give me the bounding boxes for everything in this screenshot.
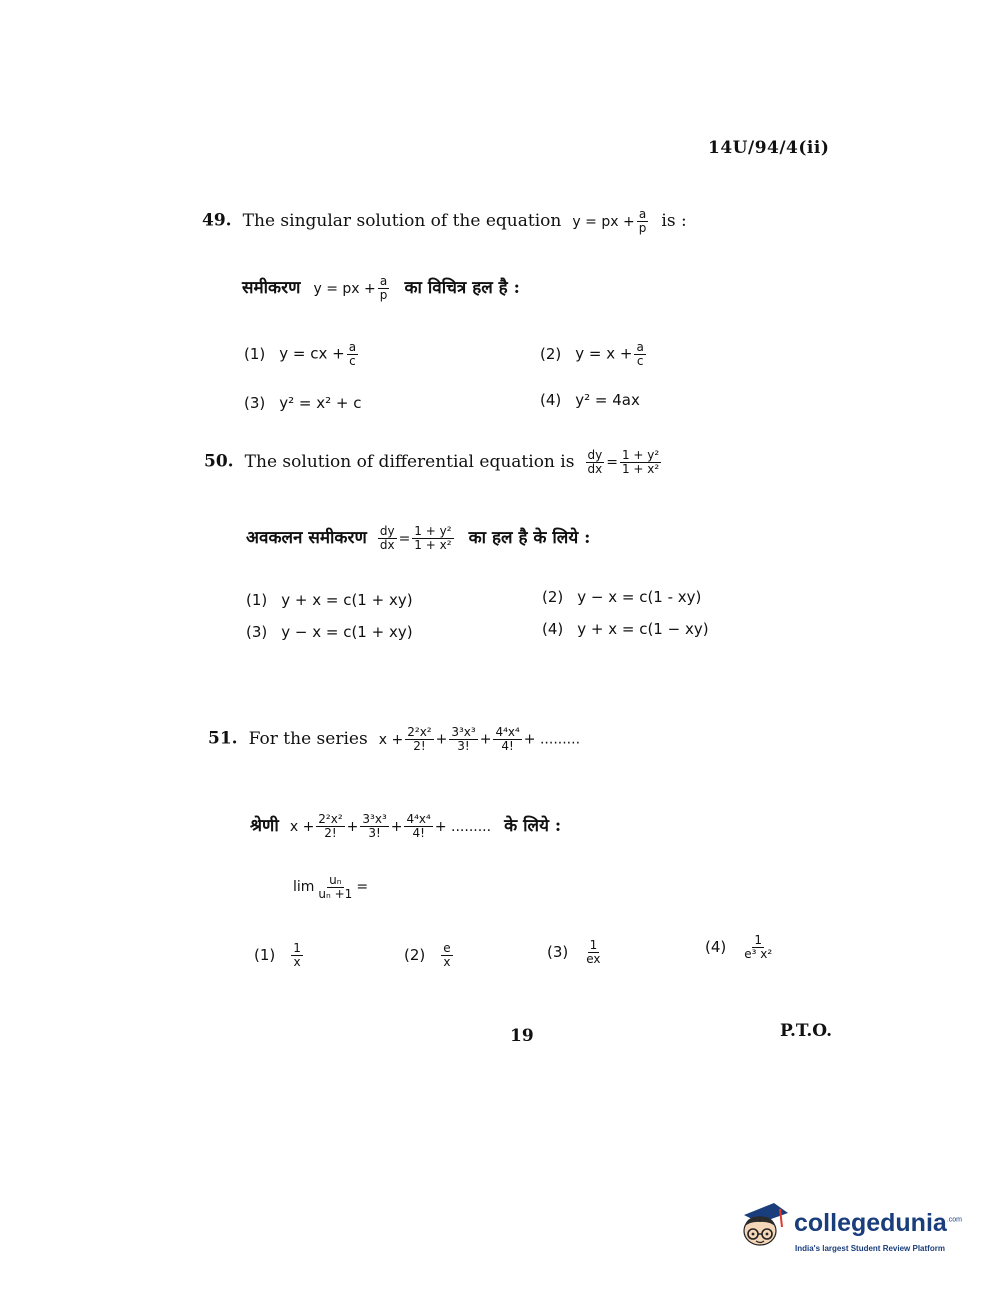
q51-option-1: (1) $\frac{1}{x}$ [254, 941, 301, 969]
q50-option-4: (4) y + x = c(1 − xy) [542, 620, 709, 638]
q49-option-1: (1) y = cx + $\frac{a}{c}$ [244, 340, 357, 368]
q50-option-2: (2) y − x = c(1 - xy) [542, 588, 702, 606]
brand-tagline: India's largest Student Review Platform [795, 1244, 945, 1253]
pto-label: P.T.O. [780, 1021, 832, 1041]
collegedunia-logo [736, 1197, 966, 1269]
derivative-fraction: $\frac{dy}{dx}$ [587, 448, 603, 476]
limit-expression: lim $\frac{\text{uₙ}}{\text{uₙ +1}}$ = [293, 873, 369, 901]
series-term: $\frac{\text{2²x²}}{2!}$ [318, 812, 343, 840]
q50-option-1: (1) y + x = c(1 + xy) [246, 591, 413, 609]
equation-lhs: y = px + [572, 213, 635, 230]
derivative-fraction: $\frac{dy}{dx}$ [379, 524, 395, 552]
q51-option-4: (4) $\frac{1}{\text{e³ x²}}$ [705, 933, 773, 961]
question-text-hi-end: का हल है के लिये : [468, 528, 591, 548]
q51-option-2: (2) $\frac{e}{x}$ [404, 941, 451, 969]
rhs-fraction: $\frac{\text{1 + y²}}{\text{1 + x²}}$ [621, 448, 660, 476]
paper-code: 14U/94/4(ii) [708, 138, 830, 158]
series-term: $\frac{\text{3³x³}}{3!}$ [362, 812, 387, 840]
q49-option-4: (4) y² = 4ax [540, 391, 640, 409]
equation-fraction: $\frac{a}{p}$ [379, 274, 388, 302]
q49-option-3: (3) y² = x² + c [244, 394, 362, 412]
question-number: 51. [208, 728, 238, 749]
question-49 [202, 208, 687, 234]
equation-fraction: $\frac{a}{p}$ [638, 207, 647, 235]
question-text-hi: अवकलन समीकरण [246, 528, 367, 548]
question-text-hi-end: के लिये : [504, 816, 562, 836]
question-number: 49. [202, 210, 232, 231]
question-50: 50. The solution of differential equation is $\frac{dy}{dx}$ = $\frac{\text{1 + y²}}{\text{1 + x²}}$ [204, 448, 660, 476]
series-term: $\frac{\text{4⁴x⁴}}{4!}$ [406, 812, 431, 840]
question-text-en: The singular solution of the equation [242, 210, 562, 231]
brand-suffix: .com [946, 1216, 962, 1224]
series-term: $\frac{\text{4⁴x⁴}}{4!}$ [495, 725, 520, 753]
mascot-icon [736, 1197, 792, 1261]
series-term: $\frac{\text{3³x³}}{3!}$ [451, 725, 476, 753]
page-number: 19 [510, 1026, 534, 1046]
question-text-hi-end: का विचित्र हल है : [404, 278, 520, 298]
question-text-en: For the series [248, 728, 368, 749]
rhs-fraction: $\frac{\text{1 + y²}}{\text{1 + x²}}$ [414, 524, 452, 552]
question-text-hi: समीकरण [242, 278, 301, 298]
question-51: 51. For the series x + $\frac{\text{2²x²}}{2!}$ + $\frac{\text{3³x³}}{3!}$ + $\frac{\text{4⁴x⁴}}{4!}$ + ......... [208, 725, 581, 753]
question-50-hindi: अवकलन समीकरण $\frac{dy}{dx}$ = $\frac{\text{1 + y²}}{\text{1 + x²}}$ का हल है के लिये : [246, 524, 591, 552]
question-number: 50. [204, 451, 234, 472]
question-text-hi: श्रेणी [250, 816, 279, 836]
brand-name: collegedunia [794, 1209, 947, 1237]
question-text-en-end: is : [661, 210, 687, 231]
equation-lhs: y = px + [313, 281, 376, 297]
question-text-en: The solution of differential equation is [244, 451, 575, 472]
q51-option-3: (3) $\frac{1}{ex}$ [547, 938, 601, 966]
q50-option-3: (3) y − x = c(1 + xy) [246, 623, 413, 641]
q49-option-2: (2) y = x + $\frac{a}{c}$ [540, 340, 644, 368]
series-term: $\frac{\text{2²x²}}{2!}$ [407, 725, 432, 753]
question-51-hindi: श्रेणी x + $\frac{\text{2²x²}}{2!}$ + $\frac{\text{3³x³}}{3!}$ + $\frac{\text{4⁴x⁴}}{4!}$ + ......... के लिये : [250, 812, 562, 840]
question-49-hindi [242, 275, 520, 302]
